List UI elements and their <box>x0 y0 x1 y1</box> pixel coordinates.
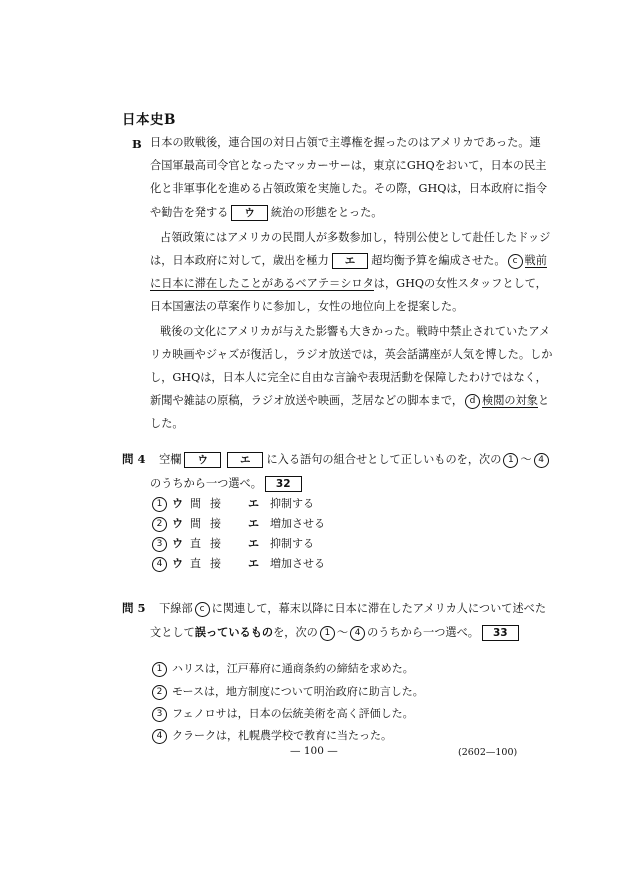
q5-text: 文として <box>150 626 195 639</box>
q4-option-3[interactable] <box>150 534 314 554</box>
passage-text: や勧告を発する <box>150 206 229 219</box>
option-number: 2 <box>152 685 167 700</box>
option-key: エ <box>248 497 259 510</box>
q4-option-4[interactable] <box>150 554 325 574</box>
passage-line: 占領政策にはアメリカの民間人が多数参加し，特別公使として赴任したドッジ <box>160 231 551 244</box>
option-number: 1 <box>152 662 167 677</box>
passage-line: リカ映画やジャズが復活し，ラジオ放送では，英会話講座が人気を博した。しか <box>150 348 553 361</box>
choice-mark-4: 4 <box>534 453 549 468</box>
q4-line1 <box>122 448 551 471</box>
passage-text: 超均衡予算を編成させた。 <box>371 254 506 267</box>
choice-mark-4: 4 <box>350 626 365 641</box>
option-text: フェノロサは，日本の伝統美術を高く評価した。 <box>172 707 414 720</box>
option-number: 3 <box>152 537 167 552</box>
underline-mark-c: c <box>508 254 523 269</box>
passage-line: した。 <box>150 417 184 430</box>
option-key: ウ <box>172 557 183 570</box>
q4-label: 問 4 <box>122 452 146 466</box>
option-number: 3 <box>152 707 167 722</box>
choice-mark-1: 1 <box>320 626 335 641</box>
exam-code: (2602—100) <box>458 747 518 758</box>
q5-text: に関連して，幕末以降に日本に滞在したアメリカ人について述べた <box>211 602 547 615</box>
passage-text: は，GHQの女性スタッフとして， <box>373 277 547 290</box>
passage-text: と <box>537 394 550 407</box>
answer-box-33[interactable]: 33 <box>482 625 519 641</box>
option-key: ウ <box>172 517 183 530</box>
passage-line <box>150 201 382 224</box>
underline-mark-c: c <box>195 602 210 617</box>
option-word: 抑制する <box>270 497 314 510</box>
q4-line2 <box>150 472 305 495</box>
answer-box-32[interactable]: 32 <box>265 476 302 492</box>
q5-text: 〜 <box>336 626 349 639</box>
q4-box-e: エ <box>227 452 264 468</box>
option-word: 増加させる <box>270 517 325 530</box>
underlined-text-c: 戦前 <box>524 254 547 267</box>
q5-line2 <box>150 621 522 644</box>
option-word: 増加させる <box>270 557 325 570</box>
q5-option-4[interactable] <box>150 726 392 746</box>
option-text: ハリスは，江戸幕府に通商条約の締結を求めた。 <box>172 662 414 675</box>
passage-line: 日本の敗戦後，連合国の対日占領で主導権を握ったのはアメリカであった。連 <box>150 136 541 149</box>
underlined-text-c: に日本に滞在したことがあるベアテ＝シロタ <box>150 277 374 290</box>
option-key: ウ <box>172 537 183 550</box>
q5-option-3[interactable] <box>150 704 414 724</box>
passage-line <box>150 249 547 272</box>
option-key: エ <box>248 537 259 550</box>
option-word: 抑制する <box>270 537 314 550</box>
choice-mark-1: 1 <box>503 453 518 468</box>
q5-text: 下線部 <box>159 602 193 615</box>
q4-box-u: ウ <box>184 452 221 468</box>
option-key: エ <box>248 517 259 530</box>
option-word: 間接 <box>190 517 230 530</box>
q4-text: 〜 <box>520 453 532 466</box>
q5-option-1[interactable] <box>150 659 414 679</box>
q4-text: に入る語句の組合せとして正しいものを，次の <box>266 453 502 466</box>
option-text: モースは，地方制度について明治政府に助言した。 <box>172 685 424 698</box>
option-key: エ <box>248 557 259 570</box>
option-key: ウ <box>172 497 183 510</box>
passage-label: B <box>132 137 142 151</box>
underline-mark-d: d <box>465 394 480 409</box>
passage-line: し，GHQは，日本人に完全に自由な言論や表現活動を保障したわけではなく， <box>150 371 547 384</box>
passage-line: 化と非軍事化を進める占領政策を実施した。その際，GHQは，日本政府に指令 <box>150 182 548 195</box>
q4-option-2[interactable] <box>150 514 325 534</box>
blank-box-u: ウ <box>231 205 268 221</box>
passage-line <box>150 389 549 412</box>
option-text: クラークは，札幌農学校で教育に当たった。 <box>172 729 392 742</box>
passage-text: 統治の形態をとった。 <box>270 206 383 219</box>
option-word: 間接 <box>190 497 230 510</box>
q5-option-2[interactable] <box>150 682 424 702</box>
underlined-text-d: 検閲の対象 <box>482 394 538 407</box>
blank-box-e: エ <box>332 253 369 269</box>
q5-text: のうちから一つ選べ。 <box>367 626 479 639</box>
q4-option-1[interactable] <box>150 494 314 514</box>
q4-text: のうちから一つ選べ。 <box>150 477 262 490</box>
option-number: 4 <box>152 729 167 744</box>
q5-label: 問 5 <box>122 601 146 615</box>
passage-line: 合国軍最高司令官となったマッカーサーは，東京にGHQをおいて，日本の民主 <box>150 159 547 172</box>
option-number: 1 <box>152 497 167 512</box>
passage-line <box>150 272 547 295</box>
option-number: 4 <box>152 557 167 572</box>
q5-line1 <box>122 597 546 620</box>
q4-text: 空欄 <box>159 453 182 466</box>
passage-text: 新聞や雑誌の原稿，ラジオ放送や映画，芝居などの脚本まで， <box>150 394 464 407</box>
passage-line: 戦後の文化にアメリカが与えた影響も大きかった。戦時中禁止されていたアメ <box>160 325 551 338</box>
q5-text: を，次の <box>273 626 318 639</box>
q5-emphasis: 誤っているもの <box>194 625 274 639</box>
passage-text: は，日本政府に対して，歳出を極力 <box>150 254 329 267</box>
option-word: 直接 <box>190 557 230 570</box>
option-number: 2 <box>152 517 167 532</box>
page-number: — 100 — <box>290 745 338 757</box>
section-title: 日本史B <box>122 112 176 128</box>
option-word: 直接 <box>190 537 230 550</box>
passage-line: 日本国憲法の草案作りに参加し，女性の地位向上を提案した。 <box>150 300 464 313</box>
